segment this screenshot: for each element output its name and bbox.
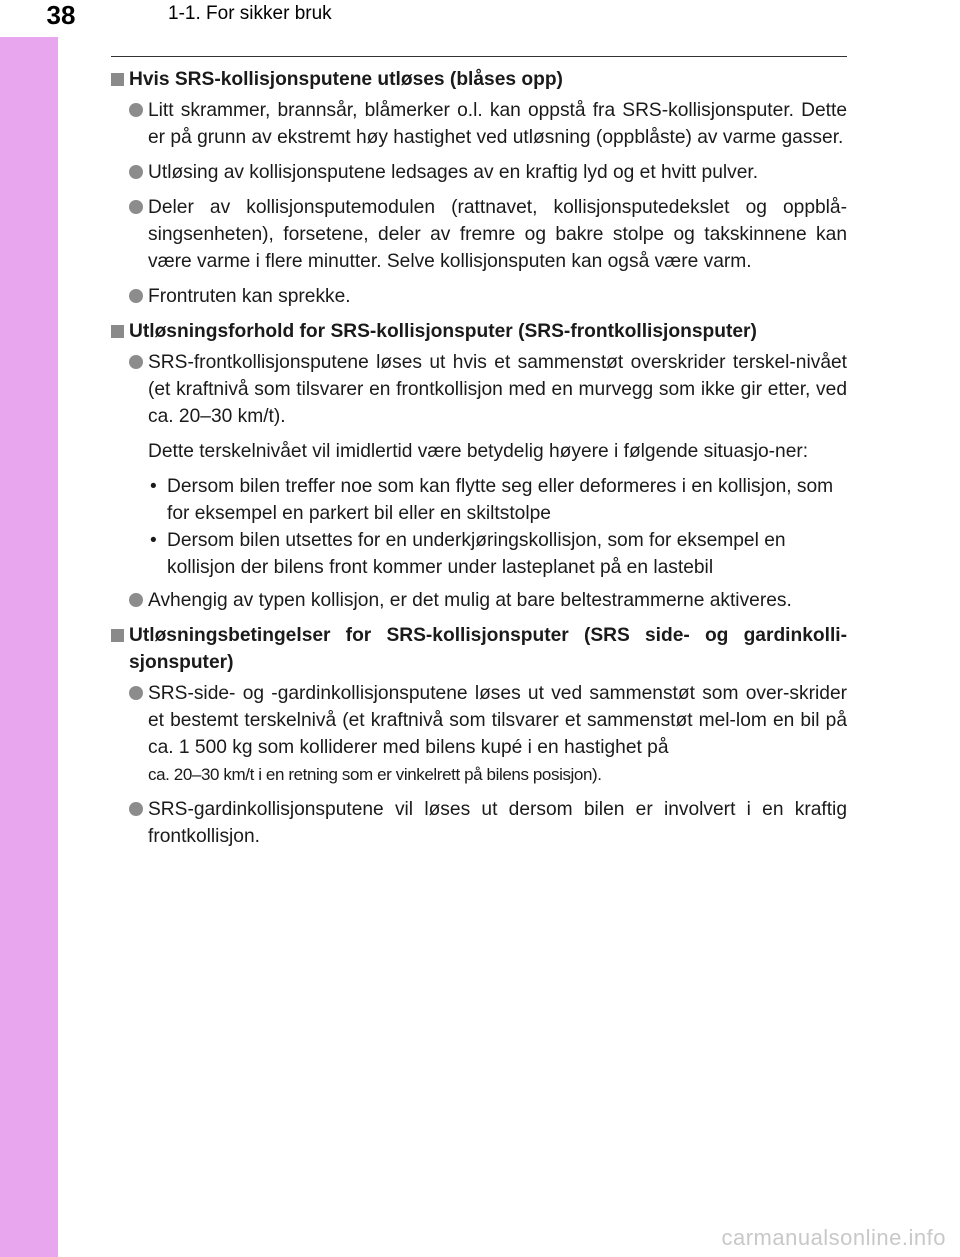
list-item-tail: ca. 20–30 km/t i en retning som er vinkelrett på bilens posisjon). (148, 765, 602, 784)
list-item: Utløsing av kollisjonsputene ledsages av en kraftig lyd og et hvitt pulver. (111, 159, 847, 186)
paragraph: Dette terskelnivået vil imidlertid være betydelig høyere i følgende situasjo-ner: (148, 441, 809, 462)
square-bullet-icon (111, 629, 124, 642)
list-item: Frontruten kan sprekke. (111, 283, 847, 310)
circle-bullet-icon (129, 593, 143, 607)
page-number: 38 (0, 0, 122, 37)
header-divider (111, 56, 847, 57)
list-item: SRS-frontkollisjonsputene løses ut hvis et sammenstøt overskrider terskel-nivået (et kraftnivå som tilsvarer en frontkollisjon med en murvegg som ikke gir etter, ved ca. 20–30 km/t). (111, 349, 847, 430)
list-item: SRS-gardinkollisjonsputene vil løses ut dersom bilen er involvert i en kraftig frontkollisjon. (111, 796, 847, 850)
section-heading: Utløsningsbetingelser for SRS-kollisjonsputer (SRS side- og gardinkolli-sjonsputer) (111, 622, 847, 676)
circle-bullet-icon (129, 802, 143, 816)
dot-bullet-icon: • (150, 476, 157, 497)
list-item: SRS-side- og -gardinkollisjonsputene løses ut ved sammenstøt som over-skrider et bestemt terskelnivå (et kraftnivå som tilsvarer et sammenstøt mel-lom en bil på ca. 1 500 kg som kolliderer med bilens kupé i en hastighet på ca. 20–30 km/t i en retning som er vinkelrett på bilens posisjon). (111, 680, 847, 788)
side-tab-band (0, 0, 58, 1257)
sub-list-item: • Dersom bilen utsettes for en underkjøringskollisjon, som for eksempel en kollisjon der bilens front kommer under lasteplanet på en lastebil (111, 527, 847, 581)
square-bullet-icon (111, 73, 124, 86)
list-item: Litt skrammer, brannsår, blåmerker o.l. kan oppstå fra SRS-kollisjonsputer. Dette er på grunn av ekstremt høy hastighet ved utløsning (oppblåste) av varme gasser. (111, 97, 847, 151)
circle-bullet-icon (129, 289, 143, 303)
page-content (111, 66, 847, 858)
circle-bullet-icon (129, 686, 143, 700)
list-item: Deler av kollisjonsputemodulen (rattnavet, kollisjonsputedekslet og oppblå-singsenheten), forsetene, deler av fremre og bakre stolpe og takskinnene kan være varme i flere minutter. Selve kollisjonsputen kan også være varm. (111, 194, 847, 275)
section-heading: Hvis SRS-kollisjonsputene utløses (blåses opp) (111, 66, 847, 93)
circle-bullet-icon (129, 103, 143, 117)
sub-list (111, 473, 847, 581)
section-title: 1-1. For sikker bruk (122, 0, 960, 37)
square-bullet-icon (111, 325, 124, 338)
circle-bullet-icon (129, 165, 143, 179)
section-heading: Utløsningsforhold for SRS-kollisjonsputer (SRS-frontkollisjonsputer) (111, 318, 847, 345)
watermark-text: carmanualsonline.info (721, 1225, 946, 1250)
circle-bullet-icon (129, 200, 143, 214)
circle-bullet-icon (129, 355, 143, 369)
dot-bullet-icon: • (150, 530, 157, 551)
sub-list-item: • Dersom bilen treffer noe som kan flytte seg eller deformeres i en kollisjon, som for eksempel en parkert bil eller en skiltstolpe (111, 473, 847, 527)
list-item: Avhengig av typen kollisjon, er det mulig at bare beltestrammerne aktiveres. (111, 587, 847, 614)
